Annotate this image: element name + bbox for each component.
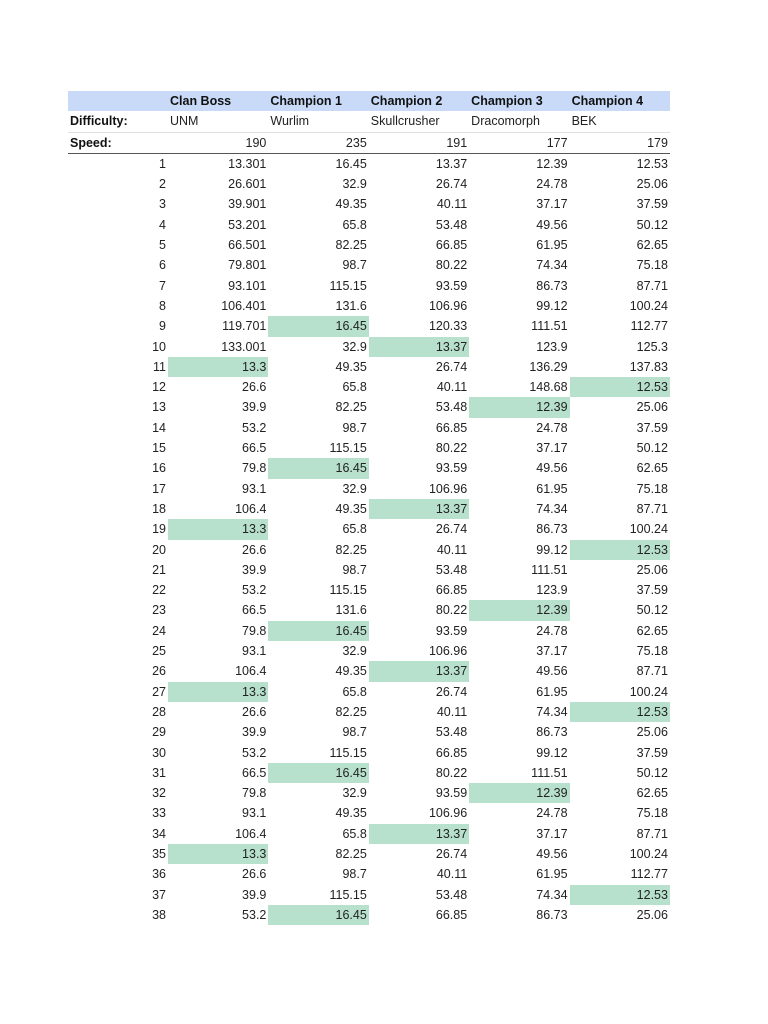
cell-clan-boss[interactable]: 26.601 xyxy=(228,177,267,192)
header-champion-3[interactable]: Champion 3 xyxy=(469,91,569,111)
cell-clan-boss[interactable]: 106.401 xyxy=(221,298,267,313)
row-number-cell[interactable]: 36 xyxy=(152,867,166,882)
table-row xyxy=(68,702,670,722)
cell-champion-3[interactable]: 123.9 xyxy=(536,583,568,598)
cell-champion-2[interactable]: 66.85 xyxy=(435,583,468,598)
cell-champion-1[interactable]: 131.6 xyxy=(335,603,367,618)
cell-clan-boss[interactable]: 39.9 xyxy=(242,400,267,415)
row-number-cell[interactable]: 17 xyxy=(152,481,166,496)
cell-champion-1[interactable]: 98.7 xyxy=(342,725,367,740)
cell-clan-boss[interactable]: 79.801 xyxy=(228,258,267,273)
table-row xyxy=(68,661,670,681)
difficulty-champion-4[interactable]: BEK xyxy=(570,111,670,132)
cell-champion-2[interactable]: 13.37 xyxy=(369,499,469,519)
cell-clan-boss[interactable]: 26.6 xyxy=(242,542,267,557)
speed-clan-boss[interactable]: 190 xyxy=(168,132,268,153)
table-row xyxy=(68,479,670,499)
cell-clan-boss[interactable]: 93.1 xyxy=(242,481,267,496)
cell-clan-boss[interactable]: 39.901 xyxy=(228,197,267,212)
table-row xyxy=(68,296,670,316)
table-row xyxy=(68,864,670,884)
cell-champion-4[interactable]: 50.12 xyxy=(636,765,668,780)
cell-champion-4[interactable]: 12.53 xyxy=(570,540,670,560)
row-number-cell[interactable]: 2 xyxy=(159,177,166,192)
cell-champion-1[interactable]: 115.15 xyxy=(329,745,367,760)
cell-champion-3[interactable]: 111.51 xyxy=(531,319,568,334)
cell-champion-4[interactable]: 87.71 xyxy=(636,278,668,293)
cell-clan-boss[interactable]: 13.3 xyxy=(168,357,268,377)
cell-champion-2[interactable]: 93.59 xyxy=(435,623,468,638)
cell-clan-boss[interactable]: 26.6 xyxy=(242,380,267,395)
cell-champion-2[interactable]: 93.59 xyxy=(435,786,468,801)
cell-clan-boss[interactable]: 26.6 xyxy=(242,704,267,719)
cell-clan-boss[interactable]: 106.4 xyxy=(235,664,267,679)
cell-champion-1[interactable]: 65.8 xyxy=(342,380,367,395)
cell-clan-boss[interactable]: 66.501 xyxy=(228,238,267,253)
header-champion-4[interactable]: Champion 4 xyxy=(570,91,670,111)
cell-champion-3[interactable]: 86.73 xyxy=(536,907,568,922)
cell-champion-3[interactable]: 12.39 xyxy=(469,600,569,620)
cell-champion-3[interactable]: 49.56 xyxy=(536,461,568,476)
difficulty-label[interactable]: Difficulty: xyxy=(68,111,168,132)
cell-champion-3[interactable]: 49.56 xyxy=(536,846,568,861)
cell-champion-3[interactable]: 74.34 xyxy=(536,887,568,902)
row-number-cell[interactable]: 26 xyxy=(152,664,166,679)
header-row xyxy=(68,91,670,111)
speed-row xyxy=(68,132,670,153)
table-row xyxy=(68,641,670,661)
cell-champion-1[interactable]: 49.35 xyxy=(335,806,367,821)
cell-champion-1[interactable]: 65.8 xyxy=(342,217,367,232)
cell-champion-4[interactable]: 25.06 xyxy=(636,562,668,577)
cell-champion-4[interactable]: 87.71 xyxy=(636,664,668,679)
cell-champion-2[interactable]: 40.11 xyxy=(436,380,468,395)
table-row xyxy=(68,885,670,905)
cell-champion-4[interactable]: 137.83 xyxy=(629,359,668,374)
cell-champion-4[interactable]: 62.65 xyxy=(636,461,668,476)
row-number-cell[interactable]: 14 xyxy=(152,420,166,435)
cell-champion-1[interactable]: 32.9 xyxy=(342,786,367,801)
cell-champion-2[interactable]: 66.85 xyxy=(435,907,468,922)
row-number-cell[interactable]: 33 xyxy=(152,806,166,821)
cell-champion-1[interactable]: 49.35 xyxy=(335,501,367,516)
cell-clan-boss[interactable]: 39.9 xyxy=(242,725,267,740)
difficulty-champion-1[interactable]: Wurlim xyxy=(268,111,368,132)
row-number-cell[interactable]: 8 xyxy=(159,298,166,313)
cell-champion-1[interactable]: 82.25 xyxy=(335,238,367,253)
table-row xyxy=(68,519,670,539)
row-number-cell[interactable]: 29 xyxy=(152,725,166,740)
cell-champion-2[interactable]: 26.74 xyxy=(435,359,468,374)
header-champion-1[interactable]: Champion 1 xyxy=(268,91,368,111)
cell-champion-2[interactable]: 26.74 xyxy=(435,177,468,192)
speed-champion-1[interactable]: 235 xyxy=(268,132,368,153)
cell-champion-3[interactable]: 99.12 xyxy=(536,542,568,557)
cell-champion-3[interactable]: 86.73 xyxy=(536,278,568,293)
difficulty-champion-2[interactable]: Skullcrusher xyxy=(369,111,469,132)
cell-clan-boss[interactable]: 93.101 xyxy=(228,278,267,293)
cell-champion-3[interactable]: 74.34 xyxy=(536,704,568,719)
cell-champion-1[interactable]: 115.15 xyxy=(329,583,367,598)
cell-champion-2[interactable]: 106.96 xyxy=(428,644,468,659)
cell-clan-boss[interactable]: 66.5 xyxy=(242,441,267,456)
row-number-cell[interactable]: 28 xyxy=(152,704,166,719)
table-row xyxy=(68,580,670,600)
cell-champion-4[interactable]: 75.18 xyxy=(636,806,668,821)
cell-clan-boss[interactable]: 93.1 xyxy=(242,644,267,659)
cell-champion-4[interactable]: 100.24 xyxy=(629,846,668,861)
speed-champion-2[interactable]: 191 xyxy=(369,132,469,153)
cell-champion-3[interactable]: 12.39 xyxy=(469,397,569,417)
cell-champion-4[interactable]: 37.59 xyxy=(636,420,668,435)
cell-champion-4[interactable]: 12.53 xyxy=(636,156,668,171)
row-number-cell[interactable]: 10 xyxy=(152,339,166,354)
cell-champion-2[interactable]: 80.22 xyxy=(435,765,468,780)
cell-champion-4[interactable]: 12.53 xyxy=(570,885,670,905)
cell-champion-3[interactable]: 99.12 xyxy=(536,745,568,760)
row-number-cell[interactable]: 4 xyxy=(159,217,166,232)
table-row xyxy=(68,621,670,641)
table-row xyxy=(68,763,670,783)
cell-champion-1[interactable]: 65.8 xyxy=(342,684,367,699)
cell-champion-2[interactable]: 40.11 xyxy=(436,542,468,557)
cell-champion-1[interactable]: 16.45 xyxy=(268,763,368,783)
cell-champion-3[interactable]: 61.95 xyxy=(536,238,568,253)
header-corner-cell[interactable] xyxy=(68,91,168,111)
cell-champion-1[interactable]: 115.15 xyxy=(329,887,367,902)
cell-clan-boss[interactable]: 79.8 xyxy=(242,623,267,638)
cell-champion-1[interactable]: 49.35 xyxy=(335,197,367,212)
row-number-cell[interactable]: 15 xyxy=(152,441,166,456)
table-row xyxy=(68,377,670,397)
cell-champion-1[interactable]: 16.45 xyxy=(268,905,368,925)
cell-champion-1[interactable]: 131.6 xyxy=(335,298,367,313)
cell-clan-boss[interactable]: 13.3 xyxy=(168,844,268,864)
cell-champion-4[interactable]: 87.71 xyxy=(636,501,668,516)
cell-champion-3[interactable]: 86.73 xyxy=(536,725,568,740)
table-row xyxy=(68,682,670,702)
cell-champion-4[interactable]: 75.18 xyxy=(636,258,668,273)
cell-champion-3[interactable]: 49.56 xyxy=(536,217,568,232)
cell-champion-4[interactable]: 37.59 xyxy=(636,583,668,598)
cell-champion-4[interactable]: 37.59 xyxy=(636,745,668,760)
table-row xyxy=(68,783,670,803)
cell-champion-3[interactable]: 61.95 xyxy=(536,481,568,496)
cell-champion-3[interactable]: 37.17 xyxy=(536,197,568,212)
row-number-cell[interactable]: 11 xyxy=(153,359,166,374)
row-number-cell[interactable]: 1 xyxy=(159,156,166,171)
table-row xyxy=(68,905,670,925)
cell-champion-3[interactable]: 37.17 xyxy=(536,441,568,456)
table-row xyxy=(68,722,670,742)
row-number-cell[interactable]: 3 xyxy=(159,197,166,212)
row-number-cell[interactable]: 38 xyxy=(152,907,166,922)
table-row xyxy=(68,255,670,275)
difficulty-row xyxy=(68,111,670,132)
cell-champion-1[interactable]: 65.8 xyxy=(342,826,367,841)
cell-champion-4[interactable]: 12.53 xyxy=(570,702,670,722)
cell-champion-2[interactable]: 80.22 xyxy=(435,603,468,618)
cell-clan-boss[interactable]: 79.8 xyxy=(242,786,267,801)
cell-champion-1[interactable]: 65.8 xyxy=(342,522,367,537)
cell-champion-1[interactable]: 32.9 xyxy=(342,339,367,354)
cell-champion-1[interactable]: 82.25 xyxy=(335,542,367,557)
table-row xyxy=(68,540,670,560)
cell-champion-2[interactable]: 106.96 xyxy=(428,481,468,496)
cell-champion-4[interactable]: 62.65 xyxy=(636,238,668,253)
row-number-cell[interactable]: 22 xyxy=(152,583,166,598)
cell-champion-3[interactable]: 136.29 xyxy=(529,359,568,374)
difficulty-champion-3[interactable]: Dracomorph xyxy=(469,111,569,132)
cell-champion-3[interactable]: 37.17 xyxy=(536,644,568,659)
table-row xyxy=(68,499,670,519)
cell-champion-2[interactable]: 106.96 xyxy=(428,806,468,821)
cell-champion-1[interactable]: 82.25 xyxy=(335,704,367,719)
row-number-cell[interactable]: 9 xyxy=(159,319,166,334)
cell-champion-2[interactable]: 93.59 xyxy=(435,278,468,293)
cell-champion-4[interactable]: 62.65 xyxy=(636,623,668,638)
cell-clan-boss[interactable]: 66.5 xyxy=(242,603,267,618)
cell-champion-3[interactable]: 148.68 xyxy=(529,380,568,395)
table-row xyxy=(68,844,670,864)
table-row xyxy=(68,174,670,194)
row-number-cell[interactable]: 27 xyxy=(152,684,166,699)
cell-champion-4[interactable]: 12.53 xyxy=(570,377,670,397)
cell-champion-1[interactable]: 82.25 xyxy=(335,400,367,415)
cell-clan-boss[interactable]: 53.2 xyxy=(242,907,267,922)
row-number-cell[interactable]: 23 xyxy=(152,603,166,618)
cell-clan-boss[interactable]: 119.701 xyxy=(222,319,267,334)
cell-champion-2[interactable]: 66.85 xyxy=(435,238,468,253)
cell-champion-4[interactable]: 50.12 xyxy=(636,603,668,618)
table-row xyxy=(68,337,670,357)
cell-clan-boss[interactable]: 13.3 xyxy=(168,519,268,539)
cell-clan-boss[interactable]: 13.3 xyxy=(168,682,268,702)
cell-champion-1[interactable]: 98.7 xyxy=(342,562,367,577)
table-row xyxy=(68,438,670,458)
table-row xyxy=(68,194,670,214)
table-row xyxy=(68,153,670,174)
cell-champion-1[interactable]: 49.35 xyxy=(335,359,367,374)
cell-clan-boss[interactable]: 93.1 xyxy=(242,806,267,821)
cell-champion-4[interactable]: 75.18 xyxy=(636,481,668,496)
cell-champion-3[interactable]: 61.95 xyxy=(536,684,568,699)
row-number-cell[interactable]: 32 xyxy=(152,786,166,801)
cell-champion-1[interactable]: 16.45 xyxy=(268,458,368,478)
cell-champion-2[interactable]: 120.33 xyxy=(428,319,468,334)
cell-champion-2[interactable]: 66.85 xyxy=(435,420,468,435)
table-row xyxy=(68,803,670,823)
cell-champion-4[interactable]: 50.12 xyxy=(636,217,668,232)
cell-champion-4[interactable]: 112.77 xyxy=(630,319,668,334)
cell-clan-boss[interactable]: 53.2 xyxy=(242,420,267,435)
cell-champion-2[interactable]: 26.74 xyxy=(435,846,468,861)
cell-clan-boss[interactable]: 39.9 xyxy=(242,562,267,577)
table-row xyxy=(68,560,670,580)
cell-champion-2[interactable]: 26.74 xyxy=(435,684,468,699)
cell-champion-1[interactable]: 82.25 xyxy=(335,846,367,861)
table-row xyxy=(68,397,670,417)
cell-clan-boss[interactable]: 66.5 xyxy=(242,765,267,780)
cell-champion-1[interactable]: 32.9 xyxy=(342,177,367,192)
cell-champion-3[interactable]: 74.34 xyxy=(536,258,568,273)
cell-champion-2[interactable]: 93.59 xyxy=(435,461,468,476)
cell-clan-boss[interactable]: 106.4 xyxy=(235,501,267,516)
cell-champion-2[interactable]: 53.48 xyxy=(435,400,468,415)
cell-champion-2[interactable]: 80.22 xyxy=(435,258,468,273)
row-number-cell[interactable]: 6 xyxy=(159,258,166,273)
cell-champion-4[interactable]: 62.65 xyxy=(636,786,668,801)
cell-clan-boss[interactable]: 53.2 xyxy=(242,583,267,598)
cell-champion-4[interactable]: 25.06 xyxy=(636,725,668,740)
cell-champion-1[interactable]: 98.7 xyxy=(342,867,367,882)
cell-clan-boss[interactable]: 26.6 xyxy=(242,867,267,882)
table-row xyxy=(68,458,670,478)
cell-champion-3[interactable]: 74.34 xyxy=(536,501,568,516)
difficulty-clan-boss[interactable]: UNM xyxy=(168,111,268,132)
row-number-cell[interactable]: 24 xyxy=(152,623,166,638)
table-row xyxy=(68,215,670,235)
cell-champion-3[interactable]: 111.51 xyxy=(531,765,568,780)
cell-champion-2[interactable]: 13.37 xyxy=(435,156,468,171)
table-row xyxy=(68,824,670,844)
row-number-cell[interactable]: 18 xyxy=(152,501,166,516)
row-number-cell[interactable]: 31 xyxy=(152,765,166,780)
cell-champion-3[interactable]: 86.73 xyxy=(536,522,568,537)
row-number-cell[interactable]: 19 xyxy=(152,522,166,537)
cell-champion-3[interactable]: 49.56 xyxy=(536,664,568,679)
cell-champion-3[interactable]: 24.78 xyxy=(536,420,568,435)
cell-champion-2[interactable]: 80.22 xyxy=(435,441,468,456)
cell-champion-3[interactable]: 99.12 xyxy=(536,298,568,313)
cell-champion-1[interactable]: 32.9 xyxy=(342,644,367,659)
header-champion-2[interactable]: Champion 2 xyxy=(369,91,469,111)
cell-champion-4[interactable]: 100.24 xyxy=(629,522,668,537)
cell-champion-4[interactable]: 125.3 xyxy=(636,339,668,354)
cell-champion-2[interactable]: 40.11 xyxy=(436,197,468,212)
cell-clan-boss[interactable]: 53.201 xyxy=(228,217,267,232)
row-number-cell[interactable]: 21 xyxy=(152,562,166,577)
turn-order-table xyxy=(68,91,670,925)
cell-champion-2[interactable]: 53.48 xyxy=(435,562,468,577)
cell-champion-1[interactable]: 49.35 xyxy=(335,664,367,679)
row-number-cell[interactable]: 37 xyxy=(152,887,166,902)
cell-champion-1[interactable]: 16.45 xyxy=(268,621,368,641)
row-number-cell[interactable]: 5 xyxy=(159,238,166,253)
cell-champion-2[interactable]: 66.85 xyxy=(435,745,468,760)
cell-champion-4[interactable]: 37.59 xyxy=(636,197,668,212)
table-row xyxy=(68,235,670,255)
speed-label[interactable]: Speed: xyxy=(68,132,168,153)
cell-champion-3[interactable]: 37.17 xyxy=(536,826,568,841)
cell-clan-boss[interactable]: 79.8 xyxy=(242,461,267,476)
cell-champion-1[interactable]: 115.15 xyxy=(329,441,367,456)
cell-clan-boss[interactable]: 13.301 xyxy=(228,156,267,171)
cell-champion-2[interactable]: 40.11 xyxy=(436,867,468,882)
cell-champion-2[interactable]: 40.11 xyxy=(436,704,468,719)
cell-champion-4[interactable]: 25.06 xyxy=(636,177,668,192)
cell-clan-boss[interactable]: 53.2 xyxy=(242,745,267,760)
cell-champion-4[interactable]: 25.06 xyxy=(636,907,668,922)
cell-clan-boss[interactable]: 133.001 xyxy=(221,339,267,354)
row-number-cell[interactable]: 12 xyxy=(152,380,166,395)
row-number-cell[interactable]: 30 xyxy=(152,745,166,760)
cell-champion-1[interactable]: 98.7 xyxy=(342,258,367,273)
row-number-cell[interactable]: 34 xyxy=(152,826,166,841)
cell-champion-3[interactable]: 12.39 xyxy=(469,783,569,803)
cell-champion-3[interactable]: 61.95 xyxy=(536,867,568,882)
cell-champion-1[interactable]: 98.7 xyxy=(342,420,367,435)
cell-champion-2[interactable]: 13.37 xyxy=(369,661,469,681)
cell-champion-2[interactable]: 13.37 xyxy=(369,824,469,844)
cell-champion-2[interactable]: 53.48 xyxy=(435,725,468,740)
cell-champion-1[interactable]: 16.45 xyxy=(268,316,368,336)
cell-champion-4[interactable]: 112.77 xyxy=(630,867,668,882)
cell-champion-1[interactable]: 115.15 xyxy=(329,278,367,293)
table-row xyxy=(68,743,670,763)
speed-champion-4[interactable]: 179 xyxy=(570,132,670,153)
table-row xyxy=(68,600,670,620)
cell-champion-2[interactable]: 26.74 xyxy=(435,522,468,537)
row-number-cell[interactable]: 16 xyxy=(152,461,166,476)
cell-champion-3[interactable]: 24.78 xyxy=(536,177,568,192)
cell-champion-3[interactable]: 24.78 xyxy=(536,623,568,638)
cell-clan-boss[interactable]: 39.9 xyxy=(242,887,267,902)
cell-champion-1[interactable]: 16.45 xyxy=(335,156,367,171)
table-row xyxy=(68,418,670,438)
cell-champion-3[interactable]: 12.39 xyxy=(536,156,568,171)
cell-champion-3[interactable]: 111.51 xyxy=(531,562,568,577)
row-number-cell[interactable]: 13 xyxy=(152,400,166,415)
cell-champion-4[interactable]: 100.24 xyxy=(629,298,668,313)
cell-champion-3[interactable]: 24.78 xyxy=(536,806,568,821)
cell-champion-2[interactable]: 53.48 xyxy=(435,217,468,232)
cell-champion-1[interactable]: 32.9 xyxy=(342,481,367,496)
table-row xyxy=(68,276,670,296)
cell-champion-4[interactable]: 50.12 xyxy=(636,441,668,456)
cell-champion-4[interactable]: 100.24 xyxy=(629,684,668,699)
cell-clan-boss[interactable]: 106.4 xyxy=(235,826,267,841)
row-number-cell[interactable]: 25 xyxy=(152,644,166,659)
cell-champion-3[interactable]: 123.9 xyxy=(536,339,568,354)
cell-champion-4[interactable]: 25.06 xyxy=(636,400,668,415)
cell-champion-2[interactable]: 106.96 xyxy=(428,298,468,313)
table-row xyxy=(68,357,670,377)
row-number-cell[interactable]: 20 xyxy=(152,542,166,557)
cell-champion-2[interactable]: 53.48 xyxy=(435,887,468,902)
header-clan-boss[interactable]: Clan Boss xyxy=(168,91,268,111)
cell-champion-2[interactable]: 13.37 xyxy=(369,337,469,357)
speed-champion-3[interactable]: 177 xyxy=(469,132,569,153)
table-row xyxy=(68,316,670,336)
row-number-cell[interactable]: 7 xyxy=(159,278,166,293)
row-number-cell[interactable]: 35 xyxy=(152,846,166,861)
cell-champion-4[interactable]: 75.18 xyxy=(636,644,668,659)
cell-champion-4[interactable]: 87.71 xyxy=(636,826,668,841)
